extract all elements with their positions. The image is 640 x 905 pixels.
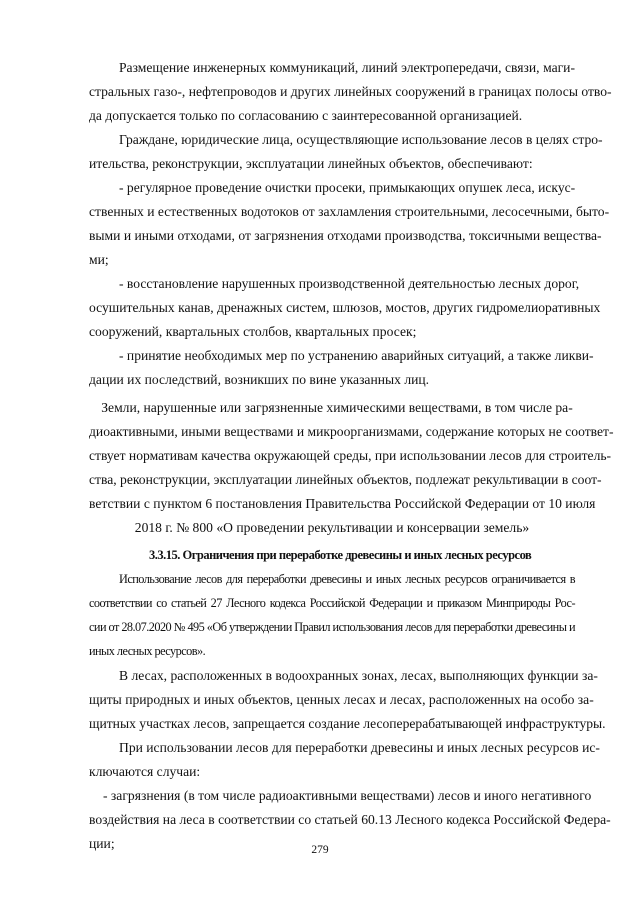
list-item-line: выми и иными отходами, от загрязнения отходами производства, токсичными вещества- [89, 228, 602, 243]
list-item-line: осушительных канав, дренажных систем, шлюзов, мостов, других гидромелиоративных [89, 300, 601, 315]
paragraph-line: щитных участках лесов, запрещается создание лесоперерабатывающей инфраструктуры. [89, 716, 606, 731]
list-item-line: ции; [89, 836, 115, 851]
list-item-line: сооружений, квартальных столбов, квартальных просек; [89, 324, 417, 339]
paragraph-line: Использование лесов для переработки древесины и иных лесных ресурсов ограничивается в [119, 572, 575, 586]
paragraph-line: да допускается только по согласованию с заинтересованной организацией. [89, 108, 523, 123]
paragraph-line: Размещение инженерных коммуникаций, линий электропередачи, связи, маги- [119, 60, 575, 75]
paragraph-line: 2018 г. № 800 «О проведении рекультивации и консервации земель» [134, 520, 530, 535]
page-number: 279 [311, 844, 329, 856]
list-item-line: - регулярное проведение очистки просеки, примыкающих опушек леса, искус- [119, 180, 576, 195]
section-heading: 3.3.15. Ограничения при переработке древесины и иных лесных ресурсов [149, 548, 532, 562]
list-item-line: дации их последствий, возникших по вине указанных лиц. [89, 372, 430, 387]
paragraph-line: ствует нормативам качества окружающей среды, при использовании лесов для строитель- [89, 448, 612, 463]
paragraph-line: В лесах, расположенных в водоохранных зонах, лесах, выполняющих функции за- [119, 668, 598, 683]
list-item-line: ственных и естественных водотоков от захламления строительными, лесосечными, быто- [89, 204, 610, 219]
list-item-line: ми; [89, 252, 109, 267]
paragraph-line: Граждане, юридические лица, осуществляющие использование лесов в целях стро- [119, 132, 603, 147]
paragraph-line: иных лесных ресурсов». [89, 644, 206, 658]
list-item-line: - принятие необходимых мер по устранению аварийных ситуаций, а также ликви- [119, 348, 594, 363]
list-item-line: воздействия на леса в соответствии со статьей 60.13 Лесного кодекса Российской Федера- [89, 812, 611, 827]
paragraph-line: щиты природных и иных объектов, ценных лесах и лесах, расположенных на особо за- [89, 692, 594, 707]
paragraph-line: стральных газо-, нефтепроводов и других линейных сооружений в границах полосы отво- [89, 84, 612, 99]
list-item-line: - загрязнения (в том числе радиоактивными веществами) лесов и иного негативного [103, 788, 592, 803]
paragraph-line: сии от 28.07.2020 № 495 «Об утверждении Правил использования лесов для переработки древесины и [89, 620, 575, 634]
paragraph-line: ительства, реконструкции, эксплуатации линейных объектов, обеспечивают: [89, 156, 533, 171]
paragraph-line: Земли, нарушенные или загрязненные химическими веществами, в том числе ра- [101, 400, 573, 415]
paragraph-line: диоактивными, иными веществами и микроорганизмами, содержание которых не соответ- [89, 424, 614, 439]
paragraph-line: ветствии с пунктом 6 постановления Правительства Российской Федерации от 10 июля [89, 496, 596, 511]
paragraph-line: При использовании лесов для переработки древесины и иных лесных ресурсов ис- [119, 740, 600, 755]
list-item-line: - восстановление нарушенных производственной деятельностью лесных дорог, [119, 276, 580, 291]
paragraph-line: соответствии со статьей 27 Лесного кодекса Российской Федерации и приказом Минприроды Рос- [89, 596, 575, 610]
paragraph-line: ключаются случаи: [89, 764, 201, 779]
paragraph-line: ства, реконструкции, эксплуатации линейных объектов, подлежат рекультивации в соот- [89, 472, 602, 487]
